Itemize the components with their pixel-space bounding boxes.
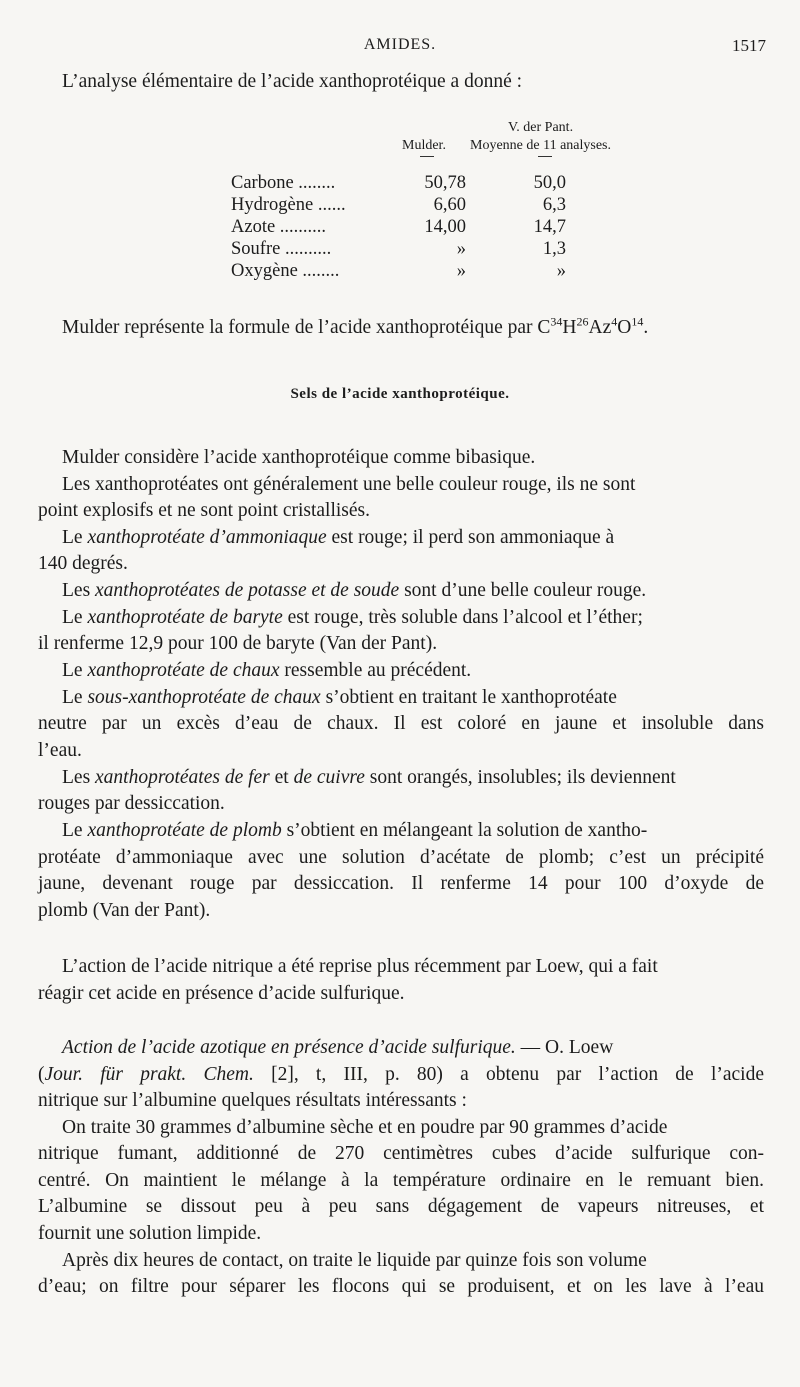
intro-paragraph: L’analyse élémentaire de l’acide xanthoprotéique a donné : (62, 71, 523, 92)
text-line: il renferme 12,9 pour 100 de baryte (Van der Pant). (38, 633, 438, 654)
text-run: Le (62, 607, 88, 628)
page-number: 1517 (732, 36, 766, 55)
running-title: AMIDES. (363, 36, 437, 53)
text-run: — O. Loew (515, 1037, 614, 1058)
table-header-mulder: Mulder. (402, 138, 446, 153)
text-run: Le (62, 687, 88, 708)
text-line (62, 606, 764, 630)
formula-h: H (562, 317, 577, 338)
text-line: plomb (Van der Pant). (38, 900, 211, 921)
italic-term: xanthoprotéates de fer (95, 767, 270, 788)
text-line: nitrique fumant, additionné de 270 centimètres cubes d’acide sulfurique con- (38, 1143, 764, 1164)
formula-c-count: 34 (550, 314, 563, 329)
text-line: l’eau. (38, 740, 82, 761)
table-rule-pant (538, 156, 552, 157)
table-cell-element: Carbone ........ (231, 173, 336, 193)
table-cell-mulder: 6,60 (433, 195, 466, 215)
formula-text: Mulder représente la formule de l’acide xanthoprotéique par (62, 317, 538, 338)
italic-term: de cuivre (293, 767, 365, 788)
section-heading: Sels de l’acide xanthoprotéique. (290, 386, 510, 402)
table-cell-mulder: » (456, 239, 466, 259)
text-line: L’albumine se dissout peu à peu sans dégagement de vapeurs nitreuses, et (38, 1196, 764, 1217)
text-run: ( (38, 1064, 45, 1085)
italic-citation: Jour. für prakt. Chem. (44, 1064, 254, 1085)
italic-term: xanthoprotéates de potasse et de soude (95, 580, 400, 601)
text-run: Les (62, 580, 96, 601)
text-run: sont orangés, insolubles; ils deviennent (364, 767, 676, 788)
text-line (62, 579, 764, 603)
table-rule-mulder (420, 156, 434, 157)
text-line (62, 686, 764, 710)
text-line: rouges par dessiccation. (38, 793, 225, 814)
text-line (62, 1036, 764, 1060)
text-line (38, 1063, 764, 1087)
italic-term: xanthoprotéate d’ammoniaque (87, 527, 327, 548)
italic-term: sous-xanthoprotéate de chaux (87, 687, 321, 708)
table-cell-mulder: » (456, 261, 466, 281)
text-run: Le (62, 820, 88, 841)
text-line: centré. On maintient le mélange à la température ordinaire en le remuant bien. (38, 1170, 764, 1191)
table-cell-pant: 50,0 (533, 173, 566, 193)
table-cell-mulder: 14,00 (424, 217, 466, 237)
text-run: sont d’une belle couleur rouge. (399, 580, 647, 601)
formula-c: C (537, 317, 551, 338)
page-header (0, 36, 800, 60)
text-run: ressemble au précédent. (279, 660, 472, 681)
table-cell-pant: 1,3 (542, 239, 566, 259)
text-run: s’obtient en mélangeant la solution de xantho- (281, 820, 648, 841)
table-cell-element: Azote .......... (231, 217, 327, 237)
table-cell-pant: 14,7 (533, 217, 566, 237)
text-line: fournit une solution limpide. (38, 1223, 262, 1244)
table-cell-pant: » (556, 261, 566, 281)
italic-term: xanthoprotéate de chaux (87, 660, 280, 681)
text-line (62, 526, 764, 550)
table-cell-pant: 6,3 (542, 195, 566, 215)
text-run: [2], t, III, p. 80) a obtenu par l’action de l’acide (253, 1064, 764, 1085)
table-cell-element: Oxygène ........ (231, 261, 340, 281)
italic-term: xanthoprotéate de plomb (87, 820, 282, 841)
text-run: et (269, 767, 294, 788)
text-line: protéate d’ammoniaque avec une solution d’acétate de plomb; c’est un précipité (38, 847, 764, 868)
text-line: Après dix heures de contact, on traite le liquide par quinze fois son volume (62, 1250, 647, 1271)
table-cell-mulder: 50,78 (424, 173, 466, 193)
formula-paragraph (62, 316, 764, 340)
table-cell-element: Soufre .......... (231, 239, 332, 259)
formula-o-count: 14 (631, 314, 644, 329)
formula-o: O (617, 317, 632, 338)
text-line: 140 degrés. (38, 553, 128, 574)
text-line: L’action de l’acide nitrique a été reprise plus récemment par Loew, qui a fait (62, 956, 658, 977)
text-run: Le (62, 527, 88, 548)
text-line (62, 819, 764, 843)
text-line: jaune, devenant rouge par dessiccation. Il renferme 14 pour 100 d’oxyde de (38, 873, 764, 894)
text-line: Mulder considère l’acide xanthoprotéique comme bibasique. (62, 447, 536, 468)
text-run: Le (62, 660, 88, 681)
text-line: d’eau; on filtre pour séparer les flocons qui se produisent, et on les lave à l’eau (38, 1276, 764, 1297)
table-header-source: V. der Pant. (508, 120, 574, 135)
text-run: s’obtient en traitant le xanthoprotéate (320, 687, 617, 708)
formula-az-count: 4 (611, 314, 618, 329)
text-line: point explosifs et ne sont point cristallisés. (38, 500, 371, 521)
text-line (62, 766, 764, 790)
formula-h-count: 26 (576, 314, 589, 329)
table-cell-element: Hydrogène ...... (231, 195, 346, 215)
italic-term: xanthoprotéate de baryte (87, 607, 283, 628)
text-line: Les xanthoprotéates ont généralement une belle couleur rouge, ils ne sont (62, 474, 636, 495)
formula-az: Az (588, 317, 612, 338)
formula-end: . (643, 317, 649, 338)
text-line (62, 659, 764, 683)
table-header-average: Moyenne de 11 analyses. (470, 138, 611, 153)
text-line: On traite 30 grammes d’albumine sèche et en poudre par 90 grammes d’acide (62, 1117, 668, 1138)
italic-subheading: Action de l’acide azotique en présence d’acide sulfurique. (62, 1037, 516, 1058)
text-line: réagir cet acide en présence d’acide sulfurique. (38, 983, 405, 1004)
text-run: est rouge, très soluble dans l’alcool et l’éther; (282, 607, 643, 628)
text-line: nitrique sur l’albumine quelques résultats intéressants : (38, 1090, 467, 1111)
text-run: est rouge; il perd son ammoniaque à (326, 527, 615, 548)
text-line: neutre par un excès d’eau de chaux. Il est coloré en jaune et insoluble dans (38, 713, 764, 734)
text-run: Les (62, 767, 96, 788)
